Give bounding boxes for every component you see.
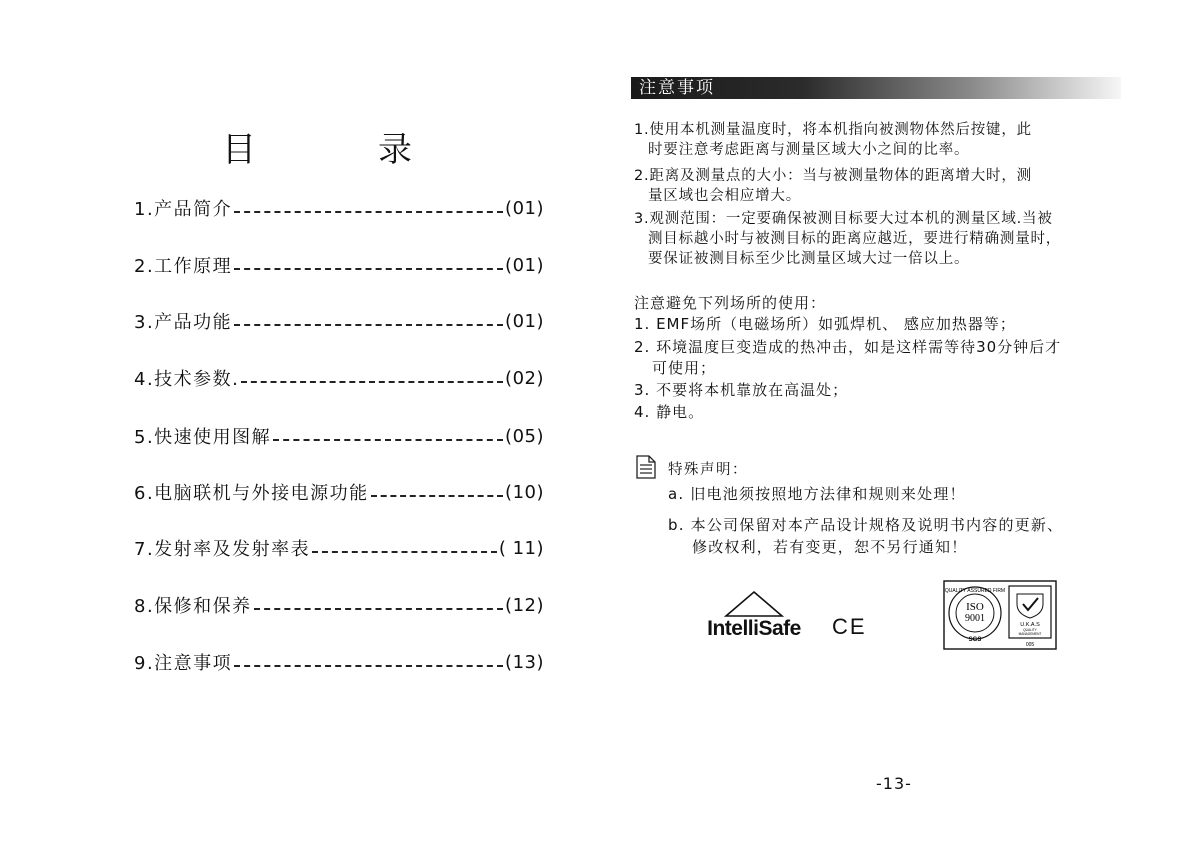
iso-text: ISO — [966, 601, 984, 613]
ukas-sub2-text: MANAGEMENT — [1018, 632, 1042, 636]
toc-item-page: (10) — [505, 481, 544, 503]
section-title: 注意事项 — [639, 78, 715, 98]
toc-title-char-2: 录 — [378, 130, 412, 170]
avoid-item-2-cont-text: 可使用； — [652, 359, 717, 377]
toc-item-page: (05) — [505, 425, 544, 447]
toc-leader — [312, 551, 497, 553]
intellisafe-text: IntelliSafe — [707, 617, 801, 640]
toc-leader — [241, 381, 503, 383]
toc-item-emissivity[interactable] — [134, 533, 544, 563]
section-header-bar — [631, 77, 1121, 99]
note-line: 量区域也会相应增大。 — [648, 188, 801, 204]
toc-leader — [234, 324, 503, 326]
toc-leader — [234, 268, 503, 270]
triangle-logo-icon — [698, 590, 810, 620]
toc-title — [222, 122, 412, 171]
avoid-heading: 注意避免下列场所的使用： — [634, 294, 827, 312]
toc-item-label: 7.发射率及发射率表 — [134, 539, 311, 560]
toc-leader — [273, 439, 503, 441]
toc-title-char-1: 目 — [222, 130, 256, 170]
statement-b-line: b. 本公司保留对本产品设计规格及说明书内容的更新、 — [668, 516, 1064, 534]
statement-heading: 特殊声明： — [668, 462, 748, 478]
toc-leader — [234, 665, 503, 667]
note-line: 3.观测范围：一定要确保被测目标要大过本机的测量区域.当被 — [634, 211, 1053, 227]
toc-item-label: 1.产品简介 — [134, 199, 233, 220]
toc-item-label: 3.产品功能 — [134, 312, 233, 333]
toc-item-page: (01) — [505, 197, 544, 219]
toc-item-quick-guide[interactable] — [134, 421, 544, 451]
ukas-text: U.K.A.S — [1020, 622, 1040, 628]
note-paragraph-2 — [634, 166, 1164, 206]
precautions-page — [600, 0, 1200, 845]
toc-leader — [234, 211, 503, 213]
note-paragraph-1 — [634, 120, 1164, 160]
toc-item-page: (13) — [505, 651, 544, 673]
avoid-item-2: 2. 环境温度巨变造成的热冲击，如是这样需等待30分钟后才 — [634, 338, 1062, 356]
toc-item-label: 9.注意事项 — [134, 653, 233, 674]
toc-item-label: 2.工作原理 — [134, 256, 233, 277]
toc-item-label: 5.快速使用图解 — [134, 427, 272, 448]
avoid-item-1: 1. EMF场所（电磁场所）如弧焊机、 感应加热器等； — [634, 315, 1016, 333]
statement-b-line: 修改权利，若有变更，恕不另行通知！ — [692, 538, 968, 556]
note-paragraph-3 — [634, 209, 1164, 269]
avoid-item-3: 3. 不要将本机靠放在高温处； — [634, 381, 849, 399]
toc-item-page: (12) — [505, 594, 544, 616]
toc-item-functions[interactable] — [134, 306, 544, 336]
iso-bottom-text: SGS — [968, 637, 982, 643]
toc-leader — [254, 608, 503, 610]
statement-b — [668, 514, 1168, 558]
toc-leader — [371, 495, 503, 497]
ce-mark: CE — [832, 614, 867, 639]
note-line: 2.距离及测量点的大小：当与被测量物体的距离增大时，测 — [634, 168, 1032, 184]
toc-item-page: (02) — [505, 367, 544, 389]
note-line: 测目标越小时与被测目标的距离应越近，要进行精确测量时， — [648, 231, 1062, 247]
avoid-item-4: 4. 静电。 — [634, 403, 705, 421]
note-line: 要保证被测目标至少比测量区域大过一倍以上。 — [648, 251, 970, 267]
ukas-sub1-text: QUALITY — [1023, 628, 1037, 632]
toc-item-intro[interactable] — [134, 193, 544, 223]
toc-item-warranty[interactable] — [134, 590, 544, 620]
ukas-code-text: 005 — [1025, 642, 1035, 648]
avoid-item-2-cont — [634, 358, 1164, 378]
toc-item-page: ( 11) — [498, 537, 544, 559]
toc-item-precautions[interactable] — [134, 647, 544, 677]
page-number: -13- — [876, 774, 912, 793]
toc-item-page: (01) — [505, 310, 544, 332]
iso-number-text: 9001 — [965, 613, 985, 624]
statement-a: a. 旧电池须按照地方法律和规则来处理！ — [668, 485, 966, 503]
iso-ring-text: QUALITY ASSURED FIRM — [944, 588, 1006, 594]
toc-item-label: 4.技术参数. — [134, 369, 240, 390]
toc-item-page: (01) — [505, 254, 544, 276]
toc-item-specs[interactable] — [134, 363, 544, 393]
toc-item-principle[interactable] — [134, 250, 544, 280]
toc-item-label: 8.保修和保养 — [134, 596, 252, 617]
intellisafe-logo — [698, 590, 810, 642]
toc-item-label: 6.电脑联机与外接电源功能 — [134, 483, 369, 504]
note-line: 时要注意考虑距离与测量区域大小之间的比率。 — [648, 142, 970, 158]
toc-item-pc-link[interactable] — [134, 477, 544, 507]
document-note-icon — [636, 455, 656, 479]
note-line: 1.使用本机测量温度时，将本机指向被测物体然后按键，此 — [634, 122, 1032, 138]
iso-ukas-certification-logo — [943, 580, 1057, 650]
